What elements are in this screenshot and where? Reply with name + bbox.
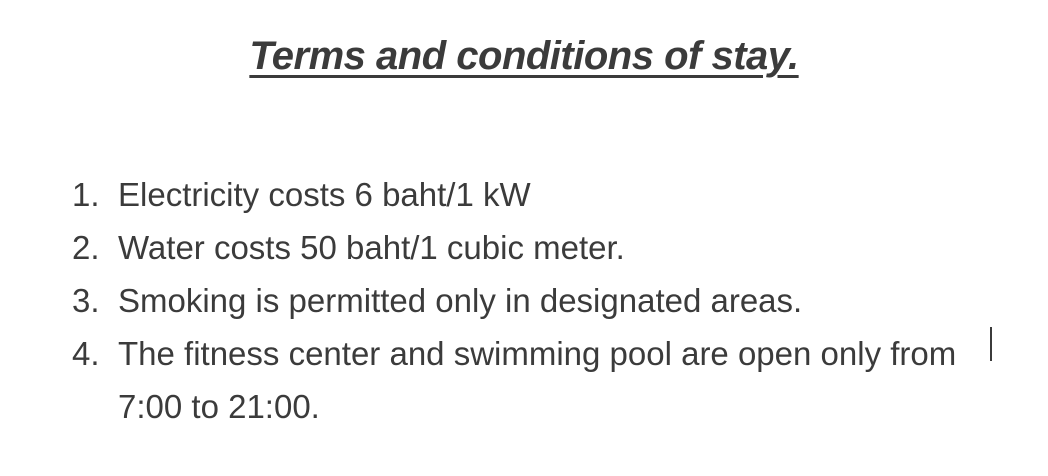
list-item-text: Water costs 50 baht/1 cubic meter. — [118, 229, 625, 266]
page-title — [0, 0, 1048, 79]
list-item-text: Smoking is permitted only in designated areas. — [118, 282, 803, 319]
text-cursor — [990, 327, 992, 361]
list-item-text: Electricity costs 6 baht/1 kW — [118, 176, 531, 213]
list-item — [72, 274, 992, 327]
list-item-number: 3. — [72, 282, 100, 319]
list-item-text: The fitness center and swimming pool are open only from 7:00 to 21:00. — [118, 335, 966, 425]
list-item — [72, 327, 992, 433]
page-title-text: Terms and conditions of stay. — [249, 34, 799, 78]
list-item-number: 2. — [72, 229, 100, 266]
terms-list — [72, 168, 992, 433]
list-item — [72, 168, 992, 221]
list-item-number: 4. — [72, 335, 100, 372]
list-item-number: 1. — [72, 176, 100, 213]
list-item — [72, 221, 992, 274]
